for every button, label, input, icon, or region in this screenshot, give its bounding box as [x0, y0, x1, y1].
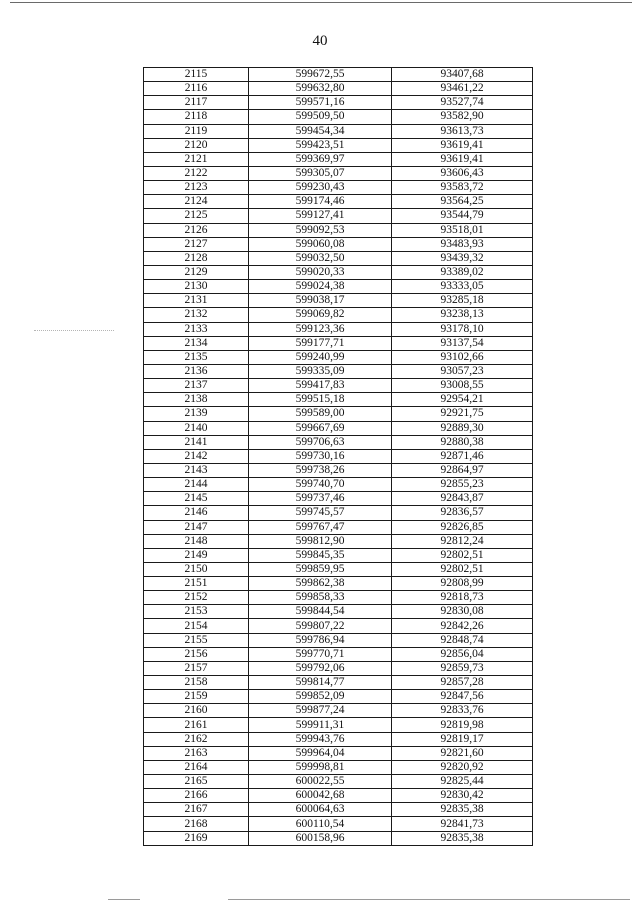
table-row [144, 803, 533, 817]
x-coordinate-cell: 599174,46 [249, 195, 392, 209]
y-coordinate-cell: 92880,38 [392, 435, 533, 449]
point-number-cell: 2138 [144, 393, 249, 407]
x-coordinate-cell: 599069,82 [249, 308, 392, 322]
table-row [144, 690, 533, 704]
y-coordinate-cell: 92859,73 [392, 661, 533, 675]
y-coordinate-cell: 93544,79 [392, 209, 533, 223]
page-number: 40 [312, 33, 328, 49]
table-row [144, 676, 533, 690]
y-coordinate-cell: 93518,01 [392, 223, 533, 237]
point-number-cell: 2146 [144, 506, 249, 520]
x-coordinate-cell: 599454,34 [249, 124, 392, 138]
point-number-cell: 2149 [144, 548, 249, 562]
x-coordinate-cell: 599369,97 [249, 152, 392, 166]
point-number-cell: 2168 [144, 817, 249, 831]
table-row [144, 308, 533, 322]
table-row [144, 265, 533, 279]
point-number-cell: 2139 [144, 407, 249, 421]
x-coordinate-cell: 599911,31 [249, 718, 392, 732]
x-coordinate-cell: 599767,47 [249, 520, 392, 534]
table-row [144, 68, 533, 82]
x-coordinate-cell: 599060,08 [249, 237, 392, 251]
point-number-cell: 2140 [144, 421, 249, 435]
y-coordinate-cell: 92841,73 [392, 817, 533, 831]
point-number-cell: 2162 [144, 732, 249, 746]
x-coordinate-cell: 600022,55 [249, 775, 392, 789]
y-coordinate-cell: 93137,54 [392, 336, 533, 350]
point-number-cell: 2135 [144, 350, 249, 364]
table-row [144, 152, 533, 166]
x-coordinate-cell: 599632,80 [249, 82, 392, 96]
point-number-cell: 2155 [144, 633, 249, 647]
x-coordinate-cell: 599515,18 [249, 393, 392, 407]
x-coordinate-cell: 599812,90 [249, 534, 392, 548]
table-row [144, 251, 533, 265]
table-row [144, 322, 533, 336]
y-coordinate-cell: 93619,41 [392, 138, 533, 152]
y-coordinate-cell: 92835,38 [392, 831, 533, 845]
table-row [144, 704, 533, 718]
point-number-cell: 2159 [144, 690, 249, 704]
table-row [144, 732, 533, 746]
point-number-cell: 2160 [144, 704, 249, 718]
x-coordinate-cell: 599509,50 [249, 110, 392, 124]
point-number-cell: 2127 [144, 237, 249, 251]
y-coordinate-cell: 93619,41 [392, 152, 533, 166]
x-coordinate-cell: 599123,36 [249, 322, 392, 336]
point-number-cell: 2121 [144, 152, 249, 166]
point-number-cell: 2145 [144, 492, 249, 506]
bottom-edge-line [228, 899, 630, 900]
y-coordinate-cell: 93057,23 [392, 364, 533, 378]
x-coordinate-cell: 599230,43 [249, 181, 392, 195]
point-number-cell: 2151 [144, 577, 249, 591]
x-coordinate-cell: 599417,83 [249, 379, 392, 393]
x-coordinate-cell: 599589,00 [249, 407, 392, 421]
table-row [144, 407, 533, 421]
y-coordinate-cell: 92871,46 [392, 449, 533, 463]
y-coordinate-cell: 93333,05 [392, 280, 533, 294]
x-coordinate-cell: 599738,26 [249, 463, 392, 477]
point-number-cell: 2119 [144, 124, 249, 138]
table-row [144, 775, 533, 789]
x-coordinate-cell: 599177,71 [249, 336, 392, 350]
table-row [144, 181, 533, 195]
x-coordinate-cell: 599877,24 [249, 704, 392, 718]
point-number-cell: 2157 [144, 661, 249, 675]
point-number-cell: 2117 [144, 96, 249, 110]
y-coordinate-cell: 93564,25 [392, 195, 533, 209]
y-coordinate-cell: 92821,60 [392, 746, 533, 760]
x-coordinate-cell: 599943,76 [249, 732, 392, 746]
point-number-cell: 2163 [144, 746, 249, 760]
table-row [144, 718, 533, 732]
table-row [144, 492, 533, 506]
table-row [144, 280, 533, 294]
y-coordinate-cell: 92856,04 [392, 647, 533, 661]
table-row [144, 96, 533, 110]
point-number-cell: 2126 [144, 223, 249, 237]
table-row [144, 336, 533, 350]
table-row [144, 534, 533, 548]
table-row [144, 760, 533, 774]
x-coordinate-cell: 599792,06 [249, 661, 392, 675]
y-coordinate-cell: 92825,44 [392, 775, 533, 789]
point-number-cell: 2128 [144, 251, 249, 265]
table-row [144, 124, 533, 138]
point-number-cell: 2125 [144, 209, 249, 223]
scan-artifact-marks [34, 330, 114, 332]
table-row [144, 647, 533, 661]
point-number-cell: 2120 [144, 138, 249, 152]
y-coordinate-cell: 92889,30 [392, 421, 533, 435]
table-row [144, 746, 533, 760]
point-number-cell: 2167 [144, 803, 249, 817]
table-row [144, 831, 533, 845]
point-number-cell: 2148 [144, 534, 249, 548]
x-coordinate-cell: 599240,99 [249, 350, 392, 364]
y-coordinate-cell: 93238,13 [392, 308, 533, 322]
y-coordinate-cell: 92848,74 [392, 633, 533, 647]
point-number-cell: 2166 [144, 789, 249, 803]
x-coordinate-cell: 599335,09 [249, 364, 392, 378]
y-coordinate-cell: 92830,42 [392, 789, 533, 803]
y-coordinate-cell: 93407,68 [392, 68, 533, 82]
point-number-cell: 2134 [144, 336, 249, 350]
y-coordinate-cell: 92836,57 [392, 506, 533, 520]
table-row [144, 421, 533, 435]
point-number-cell: 2136 [144, 364, 249, 378]
point-number-cell: 2130 [144, 280, 249, 294]
x-coordinate-cell: 599745,57 [249, 506, 392, 520]
table-row [144, 548, 533, 562]
x-coordinate-cell: 599020,33 [249, 265, 392, 279]
y-coordinate-cell: 93583,72 [392, 181, 533, 195]
y-coordinate-cell: 92833,76 [392, 704, 533, 718]
point-number-cell: 2129 [144, 265, 249, 279]
table-row [144, 562, 533, 576]
x-coordinate-cell: 599814,77 [249, 676, 392, 690]
x-coordinate-cell: 600042,68 [249, 789, 392, 803]
point-number-cell: 2156 [144, 647, 249, 661]
x-coordinate-cell: 599964,04 [249, 746, 392, 760]
point-number-cell: 2141 [144, 435, 249, 449]
coordinates-table [143, 67, 533, 846]
x-coordinate-cell: 599092,53 [249, 223, 392, 237]
x-coordinate-cell: 599571,16 [249, 96, 392, 110]
table-row [144, 364, 533, 378]
y-coordinate-cell: 92830,08 [392, 605, 533, 619]
table-row [144, 82, 533, 96]
table-row [144, 435, 533, 449]
point-number-cell: 2153 [144, 605, 249, 619]
y-coordinate-cell: 92818,73 [392, 591, 533, 605]
x-coordinate-cell: 599024,38 [249, 280, 392, 294]
y-coordinate-cell: 93008,55 [392, 379, 533, 393]
point-number-cell: 2124 [144, 195, 249, 209]
table-row [144, 379, 533, 393]
x-coordinate-cell: 599852,09 [249, 690, 392, 704]
x-coordinate-cell: 599127,41 [249, 209, 392, 223]
x-coordinate-cell: 599032,50 [249, 251, 392, 265]
x-coordinate-cell: 599844,54 [249, 605, 392, 619]
x-coordinate-cell: 599730,16 [249, 449, 392, 463]
table-row [144, 350, 533, 364]
x-coordinate-cell: 599667,69 [249, 421, 392, 435]
x-coordinate-cell: 599740,70 [249, 478, 392, 492]
x-coordinate-cell: 599038,17 [249, 294, 392, 308]
x-coordinate-cell: 600110,54 [249, 817, 392, 831]
table-row [144, 520, 533, 534]
top-edge-line [10, 2, 632, 3]
y-coordinate-cell: 92864,97 [392, 463, 533, 477]
point-number-cell: 2158 [144, 676, 249, 690]
point-number-cell: 2115 [144, 68, 249, 82]
x-coordinate-cell: 599423,51 [249, 138, 392, 152]
table-row [144, 463, 533, 477]
x-coordinate-cell: 599786,94 [249, 633, 392, 647]
y-coordinate-cell: 92802,51 [392, 562, 533, 576]
point-number-cell: 2154 [144, 619, 249, 633]
y-coordinate-cell: 93102,66 [392, 350, 533, 364]
table-row [144, 817, 533, 831]
table-row [144, 138, 533, 152]
point-number-cell: 2132 [144, 308, 249, 322]
table-row [144, 591, 533, 605]
table-row [144, 478, 533, 492]
y-coordinate-cell: 93582,90 [392, 110, 533, 124]
y-coordinate-cell: 93285,18 [392, 294, 533, 308]
y-coordinate-cell: 93461,22 [392, 82, 533, 96]
point-number-cell: 2165 [144, 775, 249, 789]
table-row [144, 577, 533, 591]
x-coordinate-cell: 599998,81 [249, 760, 392, 774]
point-number-cell: 2118 [144, 110, 249, 124]
y-coordinate-cell: 92857,28 [392, 676, 533, 690]
y-coordinate-cell: 93527,74 [392, 96, 533, 110]
x-coordinate-cell: 599737,46 [249, 492, 392, 506]
y-coordinate-cell: 92835,38 [392, 803, 533, 817]
point-number-cell: 2137 [144, 379, 249, 393]
table-row [144, 619, 533, 633]
point-number-cell: 2161 [144, 718, 249, 732]
table-row [144, 633, 533, 647]
y-coordinate-cell: 93439,32 [392, 251, 533, 265]
table-row [144, 166, 533, 180]
x-coordinate-cell: 599706,63 [249, 435, 392, 449]
table-row [144, 223, 533, 237]
y-coordinate-cell: 92812,24 [392, 534, 533, 548]
y-coordinate-cell: 92921,75 [392, 407, 533, 421]
table-row [144, 449, 533, 463]
point-number-cell: 2133 [144, 322, 249, 336]
point-number-cell: 2143 [144, 463, 249, 477]
table-row [144, 605, 533, 619]
table-row [144, 209, 533, 223]
x-coordinate-cell: 599305,07 [249, 166, 392, 180]
x-coordinate-cell: 599859,95 [249, 562, 392, 576]
x-coordinate-cell: 599770,71 [249, 647, 392, 661]
bottom-edge-line-left [108, 899, 140, 900]
point-number-cell: 2122 [144, 166, 249, 180]
point-number-cell: 2152 [144, 591, 249, 605]
table-row [144, 789, 533, 803]
y-coordinate-cell: 92826,85 [392, 520, 533, 534]
table-row [144, 110, 533, 124]
table-row [144, 393, 533, 407]
point-number-cell: 2150 [144, 562, 249, 576]
x-coordinate-cell: 599845,35 [249, 548, 392, 562]
coordinates-table-body [144, 68, 533, 846]
y-coordinate-cell: 93483,93 [392, 237, 533, 251]
point-number-cell: 2142 [144, 449, 249, 463]
table-row [144, 506, 533, 520]
y-coordinate-cell: 93613,73 [392, 124, 533, 138]
table-row [144, 294, 533, 308]
table-row [144, 661, 533, 675]
y-coordinate-cell: 93606,43 [392, 166, 533, 180]
y-coordinate-cell: 92819,17 [392, 732, 533, 746]
y-coordinate-cell: 93178,10 [392, 322, 533, 336]
point-number-cell: 2131 [144, 294, 249, 308]
y-coordinate-cell: 93389,02 [392, 265, 533, 279]
y-coordinate-cell: 92954,21 [392, 393, 533, 407]
y-coordinate-cell: 92843,87 [392, 492, 533, 506]
table-row [144, 237, 533, 251]
point-number-cell: 2147 [144, 520, 249, 534]
y-coordinate-cell: 92847,56 [392, 690, 533, 704]
point-number-cell: 2116 [144, 82, 249, 96]
x-coordinate-cell: 600064,63 [249, 803, 392, 817]
point-number-cell: 2169 [144, 831, 249, 845]
point-number-cell: 2164 [144, 760, 249, 774]
x-coordinate-cell: 599807,22 [249, 619, 392, 633]
x-coordinate-cell: 600158,96 [249, 831, 392, 845]
y-coordinate-cell: 92802,51 [392, 548, 533, 562]
y-coordinate-cell: 92855,23 [392, 478, 533, 492]
table-row [144, 195, 533, 209]
x-coordinate-cell: 599858,33 [249, 591, 392, 605]
y-coordinate-cell: 92819,98 [392, 718, 533, 732]
point-number-cell: 2144 [144, 478, 249, 492]
point-number-cell: 2123 [144, 181, 249, 195]
x-coordinate-cell: 599672,55 [249, 68, 392, 82]
y-coordinate-cell: 92808,99 [392, 577, 533, 591]
y-coordinate-cell: 92820,92 [392, 760, 533, 774]
y-coordinate-cell: 92842,26 [392, 619, 533, 633]
x-coordinate-cell: 599862,38 [249, 577, 392, 591]
